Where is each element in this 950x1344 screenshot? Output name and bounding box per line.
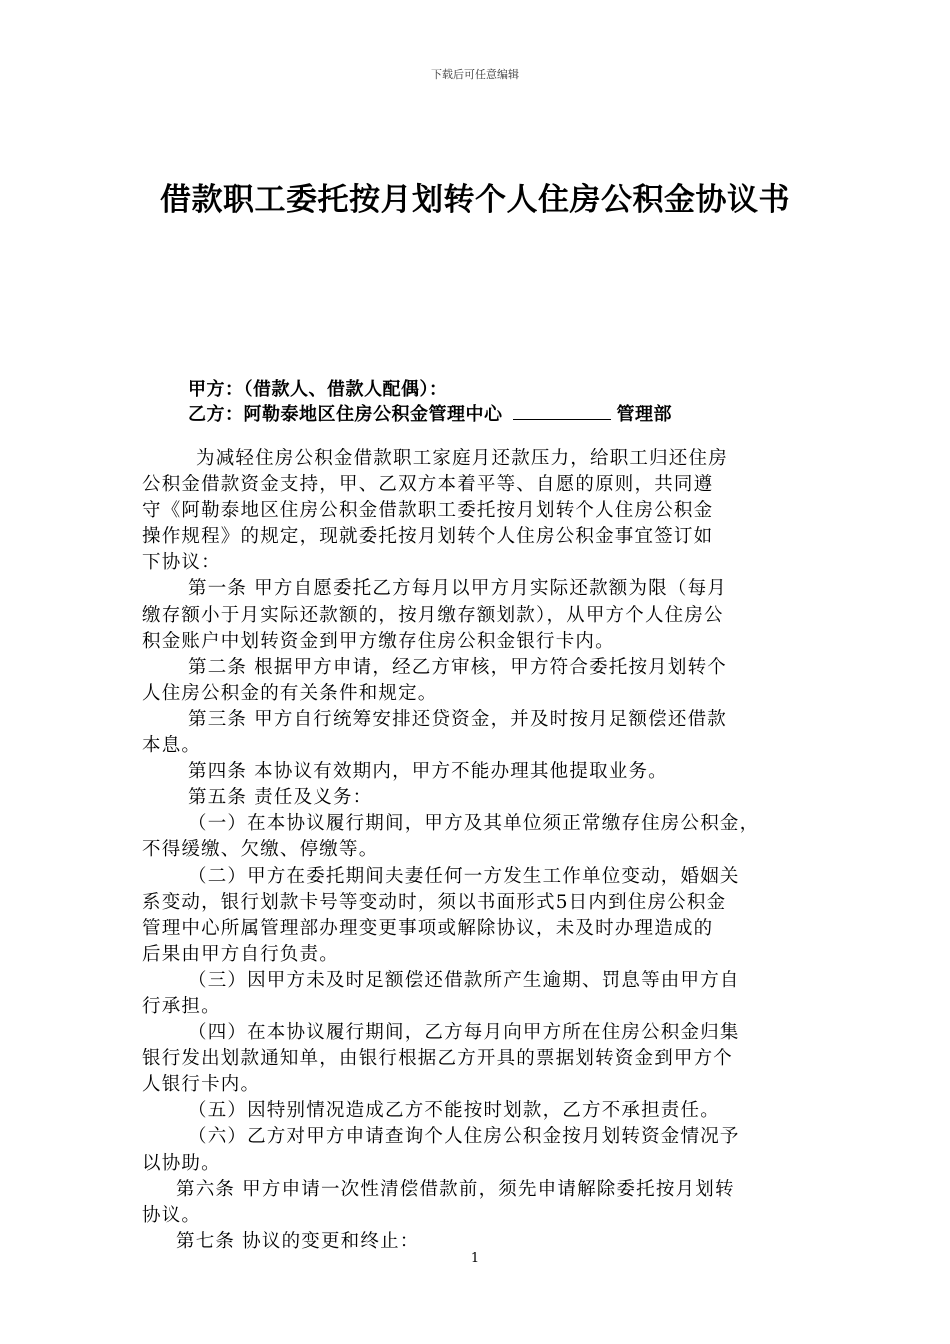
party-a-text: 甲方：（借款人、借款人配偶）： [188,379,448,400]
body-line: 第七条 协议的变更和终止： [176,1230,420,1252]
document-title: 借款职工委托按月划转个人住房公积金协议书 [160,182,790,218]
body-line: 后果由甲方自行负责。 [142,943,340,965]
body-line: 人银行卡内。 [142,1074,261,1096]
body-line: 第一条 甲方自愿委托乙方每月以甲方月实际还款额为限（每月 [188,578,727,600]
body-line: 公积金借款资金支持，甲、乙双方本着平等、自愿的原则，共同遵 [142,474,714,496]
body-line: （五）因特别情况造成乙方不能按时划款，乙方不承担责任。 [188,1100,720,1122]
body-line: 守《阿勒泰地区住房公积金借款职工委托按月划转个人住房公积金 [142,500,714,522]
body-line: 第二条 根据甲方申请，经乙方审核，甲方符合委托按月划转个 [188,656,727,678]
body-line: 缴存额小于月实际还款额的，按月缴存额划款），从甲方个人住房公 [142,604,724,626]
party-b [188,400,672,426]
party-a [188,375,448,401]
body-line: 系变动，银行划款卡号等变动时，须以书面形式5日内到住房公积金 [142,891,727,913]
body-line: 人住房公积金的有关条件和规定。 [142,682,438,704]
body-line: 下协议： [142,552,221,574]
page-number: 1 [470,1251,480,1266]
body-line: 第四条 本协议有效期内，甲方不能办理其他提取业务。 [188,761,668,783]
body-line: 为减轻住房公积金借款职工家庭月还款压力，给职工归还住房 [196,448,728,469]
body-line: 积金账户中划转资金到甲方缴存住房公积金银行卡内。 [142,630,615,652]
body-line: （二）甲方在委托期间夫妻任何一方发生工作单位变动，婚姻关 [188,865,740,887]
body-line: 行承担。 [142,995,221,1017]
body-line: 不得缓缴、欠缴、停缴等。 [142,839,379,861]
fill-in-blank [513,403,611,420]
agreement-body [142,446,812,1255]
body-line: （一）在本协议履行期间，甲方及其单位须正常缴存住房公积金， [188,813,760,835]
party-b-prefix: 乙方：阿勒泰地区住房公积金管理中心 [188,404,503,425]
body-line: （三）因甲方未及时足额偿还借款所产生逾期、罚息等由甲方自 [188,969,740,991]
body-line: 操作规程》的规定，现就委托按月划转个人住房公积金事宜签订如 [142,526,714,548]
body-line: 银行发出划款通知单，由银行根据乙方开具的票据划转资金到甲方个 [142,1048,734,1070]
body-line: 以协助。 [142,1152,221,1174]
body-line: 第三条 甲方自行统筹安排还贷资金，并及时按月足额偿还借款 [188,708,727,730]
body-line: （四）在本协议履行期间，乙方每月向甲方所在住房公积金归集 [188,1022,740,1044]
body-line: 协议。 [142,1204,202,1226]
body-line: （六）乙方对甲方申请查询个人住房公积金按月划转资金情况予 [188,1126,740,1148]
party-b-suffix: 管理部 [616,404,672,425]
body-line: 第六条 甲方申请一次性清偿借款前，须先申请解除委托按月划转 [176,1178,735,1200]
body-line: 管理中心所属管理部办理变更事项或解除协议，未及时办理造成的 [142,917,714,939]
body-line: 本息。 [142,735,202,757]
body-line: 第五条 责任及义务： [188,787,373,809]
header-note: 下载后可任意编辑 [431,68,519,81]
